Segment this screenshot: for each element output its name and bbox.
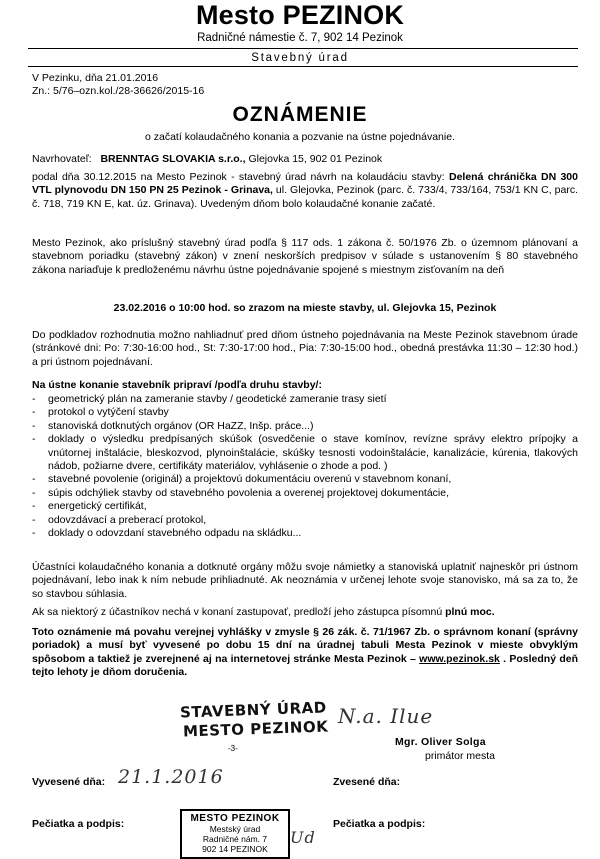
list-item-text: energetický certifikát, [48, 500, 147, 513]
applicant-label: Navrhovateľ: [32, 153, 92, 165]
list-item [32, 473, 578, 486]
paragraph-representation-text: Ak sa niektorý z účastníkov nechá v konaní zastupovať, predloží jeho zástupca písomnú [32, 606, 446, 618]
list-item [32, 393, 578, 406]
list-item [32, 514, 578, 527]
removed-date-label: Zvesené dňa: [333, 776, 401, 788]
document-subtitle: o začatí kolaudačného konania a pozvanie na ústne pojednávanie. [145, 131, 455, 143]
city-address: Radničné námestie č. 7, 902 14 Pezinok [197, 32, 403, 44]
website-link[interactable]: www.pezinok.sk [419, 652, 500, 665]
paragraph-application-text-end: ul. Glejovka, Pezinok (parc. č. 733/4, 733/164, 753/1 KN C, parc. č. 718, 719 KN E, kat. úz. Grinava). Uvedeným dňom bolo kolaudačné konanie začaté. [32, 184, 578, 210]
list-item-text: geometrický plán na zameranie stavby / geodetické zameranie trasy sietí [48, 393, 387, 405]
city-title: Mesto PEZINOK [195, 0, 405, 30]
public-notice-text-end: . Posledný deň tejto lehoty je dňom doručenia. [32, 652, 578, 679]
paragraph-application [32, 171, 578, 211]
seal-line4: 902 14 PEZINOK [202, 844, 268, 854]
posting-seal [180, 809, 290, 859]
list-item-text: odovzdávací a preberací protokol, [48, 513, 207, 526]
paragraph-public-notice [32, 626, 578, 680]
seal-signature-label-left: Pečiatka a podpis: [32, 818, 125, 830]
posted-date-handwritten: 21.1.2016 [118, 766, 224, 788]
header-rule-top [28, 48, 578, 49]
place-date: V Pezinku, dňa 21.01.2016 [32, 72, 159, 84]
list-dash: - [32, 406, 36, 419]
list-dash: - [32, 486, 36, 499]
header-rule-bottom [28, 66, 578, 67]
paragraph-objections: Účastníci kolaudačného konania a dotknuté orgány môžu svoje námietky a stanoviská uplatniť najneskôr pri ústnom pojednávaní, lebo inak k ním nebude prihliadnuté. Ak neoznámia v určenej lehote svoje stanovisko, má sa za to, že so stavbou súhlasia. [32, 561, 578, 600]
paragraph-documents: Do podkladov rozhodnutia možno nahliadnuť pred dňom ústneho pojednávania na Meste Pezinok stavebnom úrade (stránkové dni: Po: 7:30-16:00 hod., St: 7:30-17:00 hod., Pia: 7:30-15:00 hod., obedná prestávka 11:30 – 12:30 hod.) a pri ústnom pojednávaní. [32, 329, 578, 368]
list-dash: - [32, 500, 36, 513]
list-item [32, 420, 578, 433]
seal-signature-label-right: Pečiatka a podpis: [333, 818, 426, 830]
office-stamp-number: -3- [228, 744, 238, 753]
office-stamp-line2: MESTO PEZINOK [182, 717, 329, 741]
list-item-text: doklady o odovzdaní stavebného odpadu na skládku... [48, 527, 302, 540]
applicant-line [32, 153, 578, 166]
requirements-heading: Na ústne konanie stavebník pripraví /podľa druhu stavby/: [32, 379, 322, 391]
office-stamp-line1: STAVEBNÝ ÚRAD [179, 698, 327, 722]
list-dash: - [32, 393, 36, 405]
list-item-text: stavebné povolenie (originál) a projektovú dokumentáciu overenú v stavebnom konaní, [48, 473, 452, 486]
public-notice-text: Toto oznámenie má povahu verejnej vyhlášky v zmysle § 26 zák. č. 71/1967 Zb. o správnom konaní (správny poriadok) a musí byť vyvesené po dobu 15 dní na úradnej tabuli Mesta Pezinok v mieste obvyklým spôsobom a taktiež je zverejnené aj na internetovej stránke Mesta Pezinok – [32, 626, 578, 665]
posted-date-label: Vyvesené dňa: [32, 776, 106, 788]
meeting-date-place: 23.02.2016 o 10:00 hod. so zrazom na mieste stavby, ul. Glejovka 15, Pezinok [113, 302, 497, 314]
signer-name: Mgr. Oliver Solga [395, 736, 486, 748]
list-item [32, 487, 578, 500]
list-item [32, 406, 578, 419]
document-title: OZNÁMENIE [232, 103, 368, 126]
paragraph-representation [32, 606, 578, 619]
list-dash: - [32, 473, 36, 486]
list-dash: - [32, 527, 36, 540]
list-item [32, 500, 578, 513]
list-item-text: doklady o výsledku predpísaných skúšok (osvedčenie o stave komínov, revízne správy elektro prípojky a vnútornej inštalácie, bleskozvod, plynoinštalácie, skúšky tesnosti vodoinštalácie, kanalizácie, kúrenia, tlakových nádob, požiarne dvere, certifikáty materiálov, vyhlásenie o zhode a pod. ) [48, 433, 578, 473]
list-dash: - [32, 433, 36, 446]
requirements-list [32, 393, 578, 540]
applicant-address: Glejovka 15, 902 01 Pezinok [245, 153, 383, 165]
file-number: Zn.: 5/76–ozn.kol./28-36626/2015-16 [32, 85, 205, 97]
power-of-attorney: plnú moc. [445, 606, 495, 618]
list-item-text: stanoviská dotknutých orgánov (OR HaZZ, Inšp. práce...) [48, 419, 314, 432]
office-name: Stavebný úrad [251, 52, 349, 64]
applicant-name: BRENNTAG SLOVAKIA s.r.o., [100, 153, 246, 165]
paragraph-authority: Mesto Pezinok, ako príslušný stavebný úrad podľa § 117 ods. 1 zákona č. 50/1976 Zb. o územnom plánovaní a stavebnom poriadku (stavebný zákon) v znení neskorších predpisov v súlade s ustanovením § 80 stavebného zákona nariaďuje k predloženému návrhu ústne pojednávanie spojené s miestnym zisťovaním na deň [32, 237, 578, 276]
seal-line1: MESTO PEZINOK [190, 813, 280, 824]
list-dash: - [32, 513, 36, 526]
list-item [32, 433, 578, 473]
list-item [32, 527, 578, 540]
construction-name: Delená chránička DN 300 VTL plynovodu DN 150 PN 25 Pezinok - Grinava, [32, 171, 578, 197]
mayor-signature: N.a. Ilue [338, 704, 434, 728]
seal-line3: Radničné nám. 7 [202, 834, 268, 844]
list-dash: - [32, 419, 36, 432]
list-item-text: súpis odchýliek stavby od stavebného povolenia a overenej projektovej dokumentácie, [48, 486, 449, 499]
seal-line2: Mestský úrad [209, 824, 261, 834]
signer-role: primátor mesta [425, 750, 496, 762]
seal-signature: Ud [290, 828, 316, 847]
list-item-text: protokol o vytýčení stavby [48, 406, 169, 419]
paragraph-application-text: podal dňa 30.12.2015 na Mesto Pezinok - stavebný úrad návrh na kolaudáciu stavby: [32, 171, 449, 183]
